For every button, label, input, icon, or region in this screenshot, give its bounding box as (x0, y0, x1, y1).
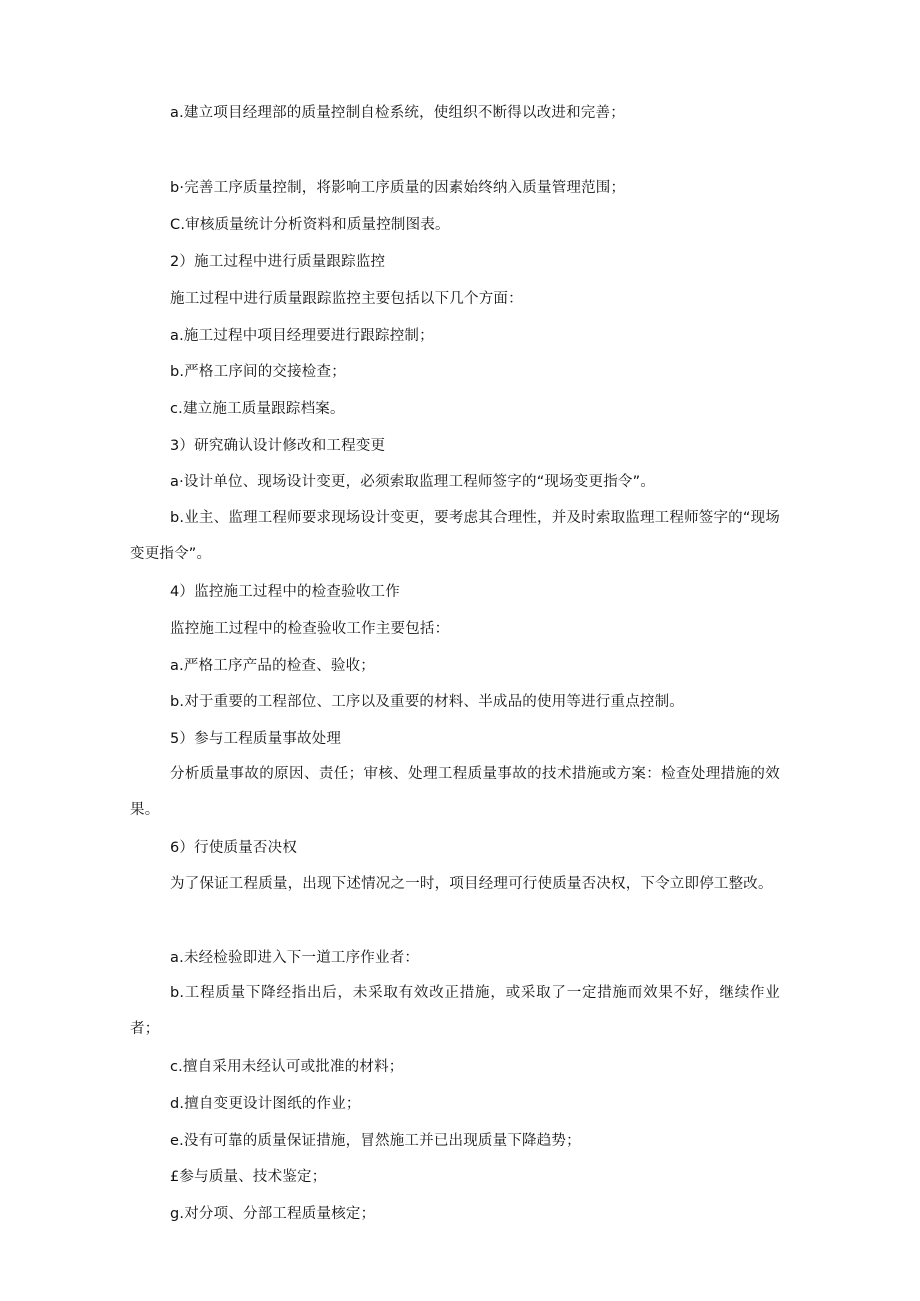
paragraph-veto-intro: 为了保证工程质量，出现下述情况之一时，项目经理可行使质量否决权，下令立即停工整改。 (170, 876, 773, 892)
section-heading-3: 3）研究确认设计修改和工程变更 (170, 438, 386, 454)
paragraph-item-b-quality-decline: b.工程质量下降经指出后，未采取有效改正措施，或采取了一定措施而效果不好，继续作业者； (130, 985, 780, 1037)
paragraph-item-c-tracking-archive: c.建立施工质量跟踪档案。 (170, 401, 345, 417)
paragraph-item-a-product-inspection: a.严格工序产品的检查、验收； (170, 658, 375, 674)
paragraph-accident-analysis: 分析质量事故的原因、责任；审核、处理工程质量事故的技术措施或方案：检查处理措施的效果。 (130, 766, 780, 818)
section-heading-2: 2）施工过程中进行质量跟踪监控 (170, 254, 386, 270)
paragraph-item-b-handover-check: b.严格工序间的交接检查； (170, 364, 346, 380)
paragraph-item-e-no-guarantee: e.没有可靠的质量保证措施，冒然施工并已出现质量下降趋势； (170, 1133, 581, 1149)
paragraph-item-d-drawing-change: d.擅自变更设计图纸的作业； (170, 1096, 361, 1112)
section-heading-5: 5）参与工程质量事故处理 (170, 731, 342, 747)
paragraph-item-c-unapproved-material: c.擅自采用未经认可或批准的材料； (170, 1059, 404, 1075)
section-heading-6: 6）行使质量否决权 (170, 840, 298, 856)
paragraph-item-c-statistics-review: C.审核质量统计分析资料和质量控制图表。 (170, 217, 450, 233)
paragraph-item-a-uninspected: a.未经检验即进入下一道工序作业者： (170, 950, 420, 966)
paragraph-intro-tracking: 施工过程中进行质量跟踪监控主要包括以下几个方面： (170, 291, 523, 307)
paragraph-item-g-quality-verification: g.对分项、分部工程质量核定； (170, 1206, 376, 1222)
paragraph-item-b-process-control: b·完善工序质量控制，将影响工序质量的因素始终纳入质量管理范围； (170, 180, 626, 196)
paragraph-item-b-key-control: b.对于重要的工程部位、工序以及重要的材料、半成品的使用等进行重点控制。 (170, 694, 685, 710)
paragraph-item-f-appraisal: £参与质量、技术鉴定； (170, 1169, 327, 1185)
paragraph-item-b-owner-change: b.业主、监理工程师要求现场设计变更，要考虑其合理性，并及时索取监理工程师签字的“现场变更指令”。 (130, 510, 780, 562)
paragraph-item-a-design-change: a·设计单位、现场设计变更，必须索取监理工程师签字的“现场变更指令”。 (170, 474, 656, 490)
paragraph-item-a-tracking-control: a.施工过程中项目经理要进行跟踪控制； (170, 328, 434, 344)
section-heading-4: 4）监控施工过程中的检查验收工作 (170, 584, 400, 600)
paragraph-item-a-self-check: a.建立项目经理部的质量控制自检系统，使组织不断得以改进和完善； (170, 105, 625, 121)
paragraph-intro-inspection: 监控施工过程中的检查验收工作主要包括： (170, 621, 450, 637)
